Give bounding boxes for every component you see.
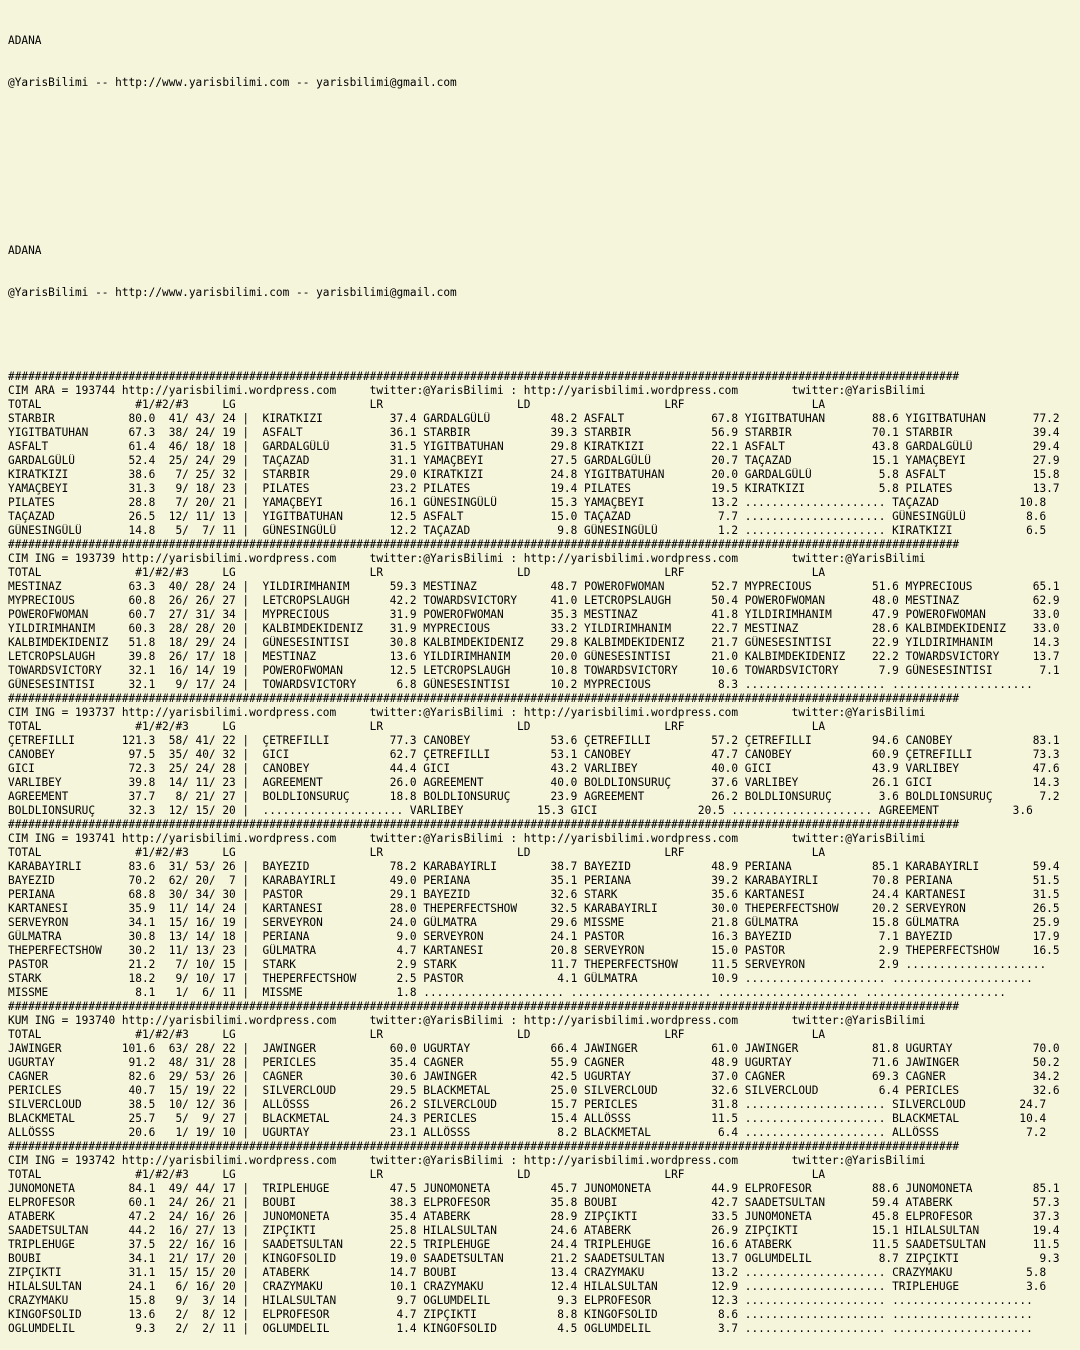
table-row: CAGNER 82.6 29/ 53/ 26 | CAGNER 30.6 JAWINGER 42.5 UGURTAY 37.0 CAGNER 69.3 CAGNER 34.2 [8, 1070, 1060, 1083]
blank-line [8, 118, 1080, 132]
table-row: PERICLES 40.7 15/ 19/ 22 | SILVERCLOUD 29.5 BLACKMETAL 25.0 SILVERCLOUD 32.6 SILVERCLOUD 6.4 PERICLES 32.6 [8, 1084, 1060, 1097]
table-row: KARTANESI 35.9 11/ 14/ 24 | KARTANESI 28.0 THEPERFECTSHOW 32.5 KARABAYIRLI 30.0 THEPERFECTSHOW 20.2 SERVEYRON 26.5 [8, 902, 1060, 915]
separator-line: ############################################################################################################################################## [8, 1140, 960, 1153]
race-list [8, 370, 1080, 1336]
table-row: YILDIRIMHANIM 60.3 28/ 28/ 20 | KALBIMDEKIDENIZ 31.9 MYPRECIOUS 33.2 YILDIRIMHANIM 22.7 MESTINAZ 28.6 KALBIMDEKIDENIZ 33.0 [8, 622, 1060, 635]
table-row: ÇETREFILLI 121.3 58/ 41/ 22 | ÇETREFILLI 77.3 CANOBEY 53.6 ÇETREFILLI 57.2 ÇETREFILLI 94.6 CANOBEY 83.1 [8, 734, 1060, 747]
table-row: BLACKMETAL 25.7 5/ 9/ 27 | BLACKMETAL 24.3 PERICLES 15.4 ALLÖSSS 11.5 ..................... BLACKMETAL 10.4 [8, 1112, 1047, 1125]
table-row: TOWARDSVICTORY 32.1 16/ 14/ 19 | POWEROFWOMAN 12.5 LETCROPSLAUGH 10.8 TOWARDSVICTORY 10.6 TOWARDSVICTORY 7.9 GÜNESESINTISI 7.1 [8, 664, 1060, 677]
site-title-repeat: ADANA [8, 244, 42, 257]
race-column-headers: TOTAL #1/#2/#3 LG LR LD LRF LA [8, 1028, 826, 1041]
table-row: JAWINGER 101.6 63/ 28/ 22 | JAWINGER 60.0 UGURTAY 66.4 JAWINGER 61.0 JAWINGER 81.8 UGURTAY 70.0 [8, 1042, 1060, 1055]
race-header: CIM ING = 193741 http://yarisbilimi.wordpress.com twitter:@YarisBilimi : http://yarisbilimi.wordpress.com twitter:@YarisBilimi [8, 832, 926, 845]
table-row: GARDALGÜLÜ 52.4 25/ 24/ 29 | TAÇAZAD 31.1 YAMAÇBEYI 27.5 GARDALGÜLÜ 20.7 TAÇAZAD 15.1 YAMAÇBEYI 27.9 [8, 454, 1060, 467]
blank-line [8, 160, 1080, 174]
table-row: GÜNESESINTISI 32.1 9/ 17/ 24 | TOWARDSVICTORY 6.8 GÜNESESINTISI 10.2 MYPRECIOUS 8.3 ..................... ..................... [8, 678, 1033, 691]
race-header: CIM ING = 193742 http://yarisbilimi.wordpress.com twitter:@YarisBilimi : http://yarisbilimi.wordpress.com twitter:@YarisBilimi [8, 1154, 926, 1167]
table-row: TRIPLEHUGE 37.5 22/ 16/ 16 | SAADETSULTAN 22.5 TRIPLEHUGE 24.4 TRIPLEHUGE 16.6 ATABERK 11.5 SAADETSULTAN 11.5 [8, 1238, 1060, 1251]
race-column-headers: TOTAL #1/#2/#3 LG LR LD LRF LA [8, 566, 826, 579]
separator-line: ############################################################################################################################################## [8, 1000, 960, 1013]
table-row: ALLÖSSS 20.6 1/ 19/ 10 | UGURTAY 23.1 ALLÖSSS 8.2 BLACKMETAL 6.4 ..................... ALLÖSSS 7.2 [8, 1126, 1047, 1139]
table-row: YIGITBATUHAN 67.3 38/ 24/ 19 | ASFALT 36.1 STARBIR 39.3 STARBIR 56.9 STARBIR 70.1 STARBIR 39.4 [8, 426, 1060, 439]
separator-line: ############################################################################################################################################## [8, 818, 960, 831]
separator-line: ############################################################################################################################################## [8, 370, 960, 383]
table-row: POWEROFWOMAN 60.7 27/ 31/ 34 | MYPRECIOUS 31.9 POWEROFWOMAN 35.3 MESTINAZ 41.8 YILDIRIMHANIM 47.9 POWEROFWOMAN 33.0 [8, 608, 1060, 621]
site-title: ADANA [8, 34, 42, 47]
site-byline: @YarisBilimi -- http://www.yarisbilimi.com -- yarisbilimi@gmail.com [8, 76, 457, 89]
race-column-headers: TOTAL #1/#2/#3 LG LR LD LRF LA [8, 720, 826, 733]
table-row: VARLIBEY 39.8 14/ 11/ 23 | AGREEMENT 26.0 AGREEMENT 40.0 BOLDLIONSURUÇ 37.6 VARLIBEY 26.1 GICI 14.3 [8, 776, 1060, 789]
race-header: KUM ING = 193740 http://yarisbilimi.wordpress.com twitter:@YarisBilimi : http://yarisbilimi.wordpress.com twitter:@YarisBilimi [8, 1014, 926, 1027]
table-row: AGREEMENT 37.7 8/ 21/ 27 | BOLDLIONSURUÇ 18.8 BOLDLIONSURUÇ 23.9 AGREEMENT 26.2 BOLDLIONSURUÇ 3.6 BOLDLIONSURUÇ 7.2 [8, 790, 1060, 803]
table-row: SILVERCLOUD 38.5 10/ 12/ 36 | ALLÖSSS 26.2 SILVERCLOUD 15.7 PERICLES 31.8 ..................... SILVERCLOUD 24.7 [8, 1098, 1047, 1111]
race-header: CIM ING = 193737 http://yarisbilimi.wordpress.com twitter:@YarisBilimi : http://yarisbilimi.wordpress.com twitter:@YarisBilimi [8, 706, 926, 719]
table-row: TAÇAZAD 26.5 12/ 11/ 13 | YIGITBATUHAN 12.5 ASFALT 15.0 TAÇAZAD 7.7 ..................... GÜNESINGÜLÜ 8.6 [8, 510, 1047, 523]
table-row: STARK 18.2 9/ 10/ 17 | THEPERFECTSHOW 2.5 PASTOR 4.1 GÜLMATRA 10.9 ..................... ..................... [8, 972, 1033, 985]
race-header: CIM ARA = 193744 http://yarisbilimi.wordpress.com twitter:@YarisBilimi : http://yarisbilimi.wordpress.com twitter:@YarisBilimi [8, 384, 926, 397]
table-row: PERIANA 68.8 30/ 34/ 30 | PASTOR 29.1 BAYEZID 32.6 STARK 35.6 KARTANESI 24.4 KARTANESI 31.5 [8, 888, 1060, 901]
table-row: ASFALT 61.4 46/ 18/ 18 | GARDALGÜLÜ 31.5 YIGITBATUHAN 29.8 KIRATKIZI 22.1 ASFALT 43.8 GARDALGÜLÜ 29.4 [8, 440, 1060, 453]
table-row: THEPERFECTSHOW 30.2 11/ 13/ 23 | GÜLMATRA 4.7 KARTANESI 20.8 SERVEYRON 15.0 PASTOR 2.9 THEPERFECTSHOW 16.5 [8, 944, 1060, 957]
table-row: CRAZYMAKU 15.8 9/ 3/ 14 | HILALSULTAN 9.7 OGLUMDELIL 9.3 ELPROFESOR 12.3 ..................... ..................... [8, 1294, 1033, 1307]
table-row: GÜNESINGÜLÜ 14.8 5/ 7/ 11 | GÜNESINGÜLÜ 12.2 TAÇAZAD 9.8 GÜNESINGÜLÜ 1.2 ..................... KIRATKIZI 6.5 [8, 524, 1047, 537]
table-row: CANOBEY 97.5 35/ 40/ 32 | GICI 62.7 ÇETREFILLI 53.1 CANOBEY 47.7 CANOBEY 60.9 ÇETREFILLI 73.3 [8, 748, 1060, 761]
table-row: SAADETSULTAN 44.2 16/ 27/ 13 | ZIPÇIKTI 25.8 HILALSULTAN 24.6 ATABERK 26.9 ZIPÇIKTI 15.1 HILALSULTAN 19.4 [8, 1224, 1060, 1237]
table-row: STARBIR 80.0 41/ 43/ 24 | KIRATKIZI 37.4 GARDALGÜLÜ 48.2 ASFALT 67.8 YIGITBATUHAN 88.6 YIGITBATUHAN 77.2 [8, 412, 1060, 425]
table-row: MESTINAZ 63.3 40/ 28/ 24 | YILDIRIMHANIM 59.3 MESTINAZ 48.7 POWEROFWOMAN 52.7 MYPRECIOUS 51.6 MYPRECIOUS 65.1 [8, 580, 1060, 593]
table-row: UGURTAY 91.2 48/ 31/ 28 | PERICLES 35.4 CAGNER 55.9 CAGNER 48.9 UGURTAY 71.6 JAWINGER 50.2 [8, 1056, 1060, 1069]
table-row: KALBIMDEKIDENIZ 51.8 18/ 29/ 24 | GÜNESESINTISI 30.8 KALBIMDEKIDENIZ 29.8 KALBIMDEKIDENIZ 21.7 GÜNESESINTISI 22.9 YILDIRIMHANIM 14.3 [8, 636, 1060, 649]
table-row: BAYEZID 70.2 62/ 20/ 7 | KARABAYIRLI 49.0 PERIANA 35.1 PERIANA 39.2 KARABAYIRLI 70.8 PERIANA 51.5 [8, 874, 1060, 887]
table-row: GÜLMATRA 30.8 13/ 14/ 18 | PERIANA 9.0 SERVEYRON 24.1 PASTOR 16.3 BAYEZID 7.1 BAYEZID 17.9 [8, 930, 1060, 943]
table-row: LETCROPSLAUGH 39.8 26/ 17/ 18 | MESTINAZ 13.6 YILDIRIMHANIM 20.0 GÜNESESINTISI 21.0 KALBIMDEKIDENIZ 22.2 TOWARDSVICTORY 13.7 [8, 650, 1060, 663]
table-row: ZIPÇIKTI 31.1 15/ 15/ 20 | ATABERK 14.7 BOUBI 13.4 CRAZYMAKU 13.2 ..................... CRAZYMAKU 5.8 [8, 1266, 1047, 1279]
separator-line: ############################################################################################################################################## [8, 538, 960, 551]
table-row: BOLDLIONSURUÇ 32.3 12/ 15/ 20 | ..................... VARLIBEY 15.3 GICI 20.5 ..................... AGREEMENT 3.6 [8, 804, 1033, 817]
table-row: ATABERK 47.2 24/ 16/ 26 | JUNOMONETA 35.4 ATABERK 28.9 ZIPÇIKTI 33.5 JUNOMONETA 45.8 ELPROFESOR 37.3 [8, 1210, 1060, 1223]
race-column-headers: TOTAL #1/#2/#3 LG LR LD LRF LA [8, 846, 826, 859]
table-row: KIRATKIZI 38.6 7/ 25/ 32 | STARBIR 29.0 KIRATKIZI 24.8 YIGITBATUHAN 20.0 GARDALGÜLÜ 5.8 ASFALT 15.8 [8, 468, 1060, 481]
table-row: JUNOMONETA 84.1 49/ 44/ 17 | TRIPLEHUGE 47.5 JUNOMONETA 45.7 JUNOMONETA 44.9 ELPROFESOR 88.6 JUNOMONETA 85.1 [8, 1182, 1060, 1195]
separator-line: ############################################################################################################################################## [8, 692, 960, 705]
race-header: CIM ING = 193739 http://yarisbilimi.wordpress.com twitter:@YarisBilimi : http://yarisbilimi.wordpress.com twitter:@YarisBilimi [8, 552, 926, 565]
blank-line [8, 202, 1080, 216]
blank-line [8, 328, 1080, 342]
race-column-headers: TOTAL #1/#2/#3 LG LR LD LRF LA [8, 1168, 826, 1181]
table-row: PILATES 28.8 7/ 20/ 21 | YAMAÇBEYI 16.1 GÜNESINGÜLÜ 15.3 YAMAÇBEYI 13.2 ..................... TAÇAZAD 10.8 [8, 496, 1047, 509]
table-row: SERVEYRON 34.1 15/ 16/ 19 | SERVEYRON 24.0 GÜLMATRA 29.6 MISSME 21.8 GÜLMATRA 15.8 GÜLMATRA 25.9 [8, 916, 1060, 929]
table-row: KARABAYIRLI 83.6 31/ 53/ 26 | BAYEZID 78.2 KARABAYIRLI 38.7 BAYEZID 48.9 PERIANA 85.1 KARABAYIRLI 59.4 [8, 860, 1060, 873]
table-row: KINGOFSOLID 13.6 2/ 8/ 12 | ELPROFESOR 4.7 ZIPÇIKTI 8.8 KINGOFSOLID 8.6 ..................... ..................... [8, 1308, 1033, 1321]
table-row: PASTOR 21.2 7/ 10/ 15 | STARK 2.9 STARK 11.7 THEPERFECTSHOW 11.5 SERVEYRON 2.9 ..................... [8, 958, 1047, 971]
table-row: YAMAÇBEYI 31.3 9/ 18/ 23 | PILATES 23.2 PILATES 19.4 PILATES 19.5 KIRATKIZI 5.8 PILATES 13.7 [8, 482, 1060, 495]
table-row: MISSME 8.1 1/ 6/ 11 | MISSME 1.8 ..................... ..................... ..................... ..................... [8, 986, 1006, 999]
table-row: BOUBI 34.1 21/ 17/ 20 | KINGOFSOLID 19.0 SAADETSULTAN 21.2 SAADETSULTAN 13.7 OGLUMDELIL 8.7 ZIPÇIKTI 9.3 [8, 1252, 1060, 1265]
race-column-headers: TOTAL #1/#2/#3 LG LR LD LRF LA [8, 398, 826, 411]
table-row: MYPRECIOUS 60.8 26/ 26/ 27 | LETCROPSLAUGH 42.2 TOWARDSVICTORY 41.0 LETCROPSLAUGH 50.4 POWEROFWOMAN 48.0 MESTINAZ 62.9 [8, 594, 1060, 607]
table-row: OGLUMDELIL 9.3 2/ 2/ 11 | OGLUMDELIL 1.4 KINGOFSOLID 4.5 OGLUMDELIL 3.7 ..................... ..................... [8, 1322, 1033, 1335]
table-row: HILALSULTAN 24.1 6/ 16/ 20 | CRAZYMAKU 10.1 CRAZYMAKU 12.4 HILALSULTAN 12.9 ..................... TRIPLEHUGE 3.6 [8, 1280, 1047, 1293]
table-row: ELPROFESOR 60.1 24/ 26/ 21 | BOUBI 38.3 ELPROFESOR 35.8 BOUBI 42.7 SAADETSULTAN 59.4 ATABERK 57.3 [8, 1196, 1060, 1209]
site-byline-repeat: @YarisBilimi -- http://www.yarisbilimi.com -- yarisbilimi@gmail.com [8, 286, 457, 299]
table-row: GICI 72.3 25/ 24/ 28 | CANOBEY 44.4 GICI 43.2 VARLIBEY 40.0 GICI 43.9 VARLIBEY 47.6 [8, 762, 1060, 775]
